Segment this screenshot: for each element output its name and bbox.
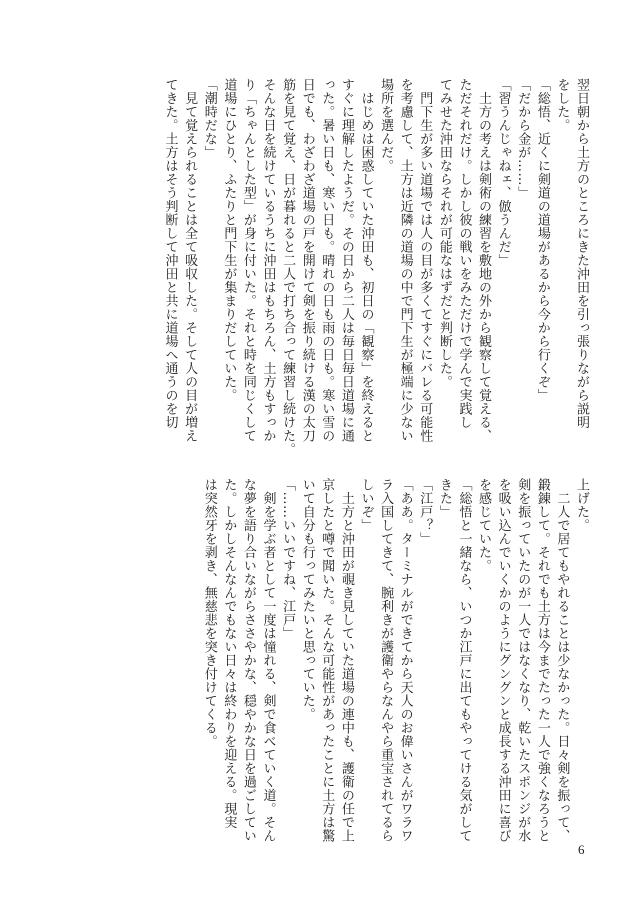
text-line: ラ入国してきて、腕利きが護衛やらなんやら重宝されてるら [378, 478, 394, 843]
text-line: をした。 [554, 78, 570, 132]
text-line: 「ああ。ターミナルができてから天人のお偉いさんがワラワ [397, 478, 413, 843]
text-line: 剣を学ぶ者として一度は憧れる、剣で食べていく道。そん [260, 478, 276, 843]
text-line: な夢を語り合いながらささやかな、穏やかな日を過ごしてい [240, 478, 256, 843]
text-line: 京したと噂で聞いた。そんな可能性があったことに土方は驚 [319, 478, 335, 843]
text-line: 見て覚えられることは全て吸収した。そして人の目が増え [182, 78, 198, 443]
text-line: 「総悟、近くに剣道の道場があるから今から行くぞ」 [534, 78, 550, 402]
text-line: てみせた沖田ならそれが可能なはずだと判断した。 [436, 78, 452, 389]
text-line: り「ちゃんとした型」が身に付いた。それと時を同じくして [240, 78, 256, 443]
text-line: 土方と沖田が覗き見していた道場の連中も、護衛の任で上 [338, 478, 354, 843]
text-line: 二人で居てもやれることは少なかった。日々剣を振って、 [554, 478, 570, 843]
text-line: 「習うんじゃねェ、倣うんだ」 [495, 78, 511, 267]
text-line: は突然牙を剥き、無慈悲を突き付けてくる。 [201, 478, 217, 748]
text-line: 場所を選んだ。 [378, 78, 394, 173]
text-line: はじめは困惑していた沖田も、初日の「観察」を終えると [358, 78, 374, 443]
text-line: 上げた。 [574, 478, 589, 532]
text-line: 「……いいですね、江戸」 [280, 478, 296, 640]
text-line: 道場にひとり、ふたりと門下生が集まりだしていた。 [221, 78, 237, 402]
page-number: 6 [578, 842, 585, 857]
text-line: 「総悟と一緒なら、いつか江戸に出てもやってける気がして [456, 478, 472, 843]
text-line: 「だから金が……」 [515, 78, 531, 200]
text-line: 筋を見て覚え、日が暮れると二人で打ち合って練習し続けた。 [280, 78, 296, 456]
text-line: ただそれだけ。しかし彼の戦いをみただけで学んで実践し [456, 78, 472, 429]
text-line: った。暑い日も、寒い日も。晴れの日も雨の日も。寒い雪の [319, 78, 335, 443]
text-line: 鍛錬して。それでも土方は今までたった一人で強くなろうと [534, 478, 550, 843]
text-line: そんな日を続けているうちに沖田はもちろん、土方もすっか [260, 78, 276, 443]
text-block-top [160, 78, 591, 456]
text-line: きた」 [436, 478, 452, 519]
text-line: を考慮して、土方は近隣の道場の中で門下生が極端に少ない [397, 78, 413, 443]
text-line: しいぞ」 [358, 478, 374, 532]
text-line: 日でも、わざわざ道場の戸を開けて剣を振り続ける漢の太刀 [299, 78, 315, 443]
text-line: いて自分も行ってみたいと思っていた。 [299, 478, 315, 721]
text-block-bottom [199, 478, 591, 843]
text-line: を吸い込んでいくかのようにグングンと成長する沖田に喜び [495, 478, 511, 843]
text-line: 翌日朝から土方のところにきた沖田を引っ張りながら説明 [574, 78, 589, 429]
text-line: てきた。土方はそう判断して沖田と共に道場へ通うのを切 [162, 78, 178, 429]
text-line: すぐに理解したようだ。その日から二人は毎日毎日道場に通 [338, 78, 354, 443]
text-line: 門下生が多い道場では人の目が多くてすぐにバレる可能性 [417, 78, 433, 443]
text-line: 土方の考えは剣術の練習を敷地の外から観察して覚える、 [476, 78, 492, 443]
text-line: を感じていた。 [476, 478, 492, 573]
text-line: 「潮時だな」 [201, 78, 217, 159]
text-line: 「江戸？」 [417, 478, 433, 546]
text-line: た。しかしそんなんでもない日々は終わりを迎える。現実 [221, 478, 237, 829]
text-line: 剣を振っていたのが一人ではなくなり、乾いたスポンジが水 [515, 478, 531, 843]
